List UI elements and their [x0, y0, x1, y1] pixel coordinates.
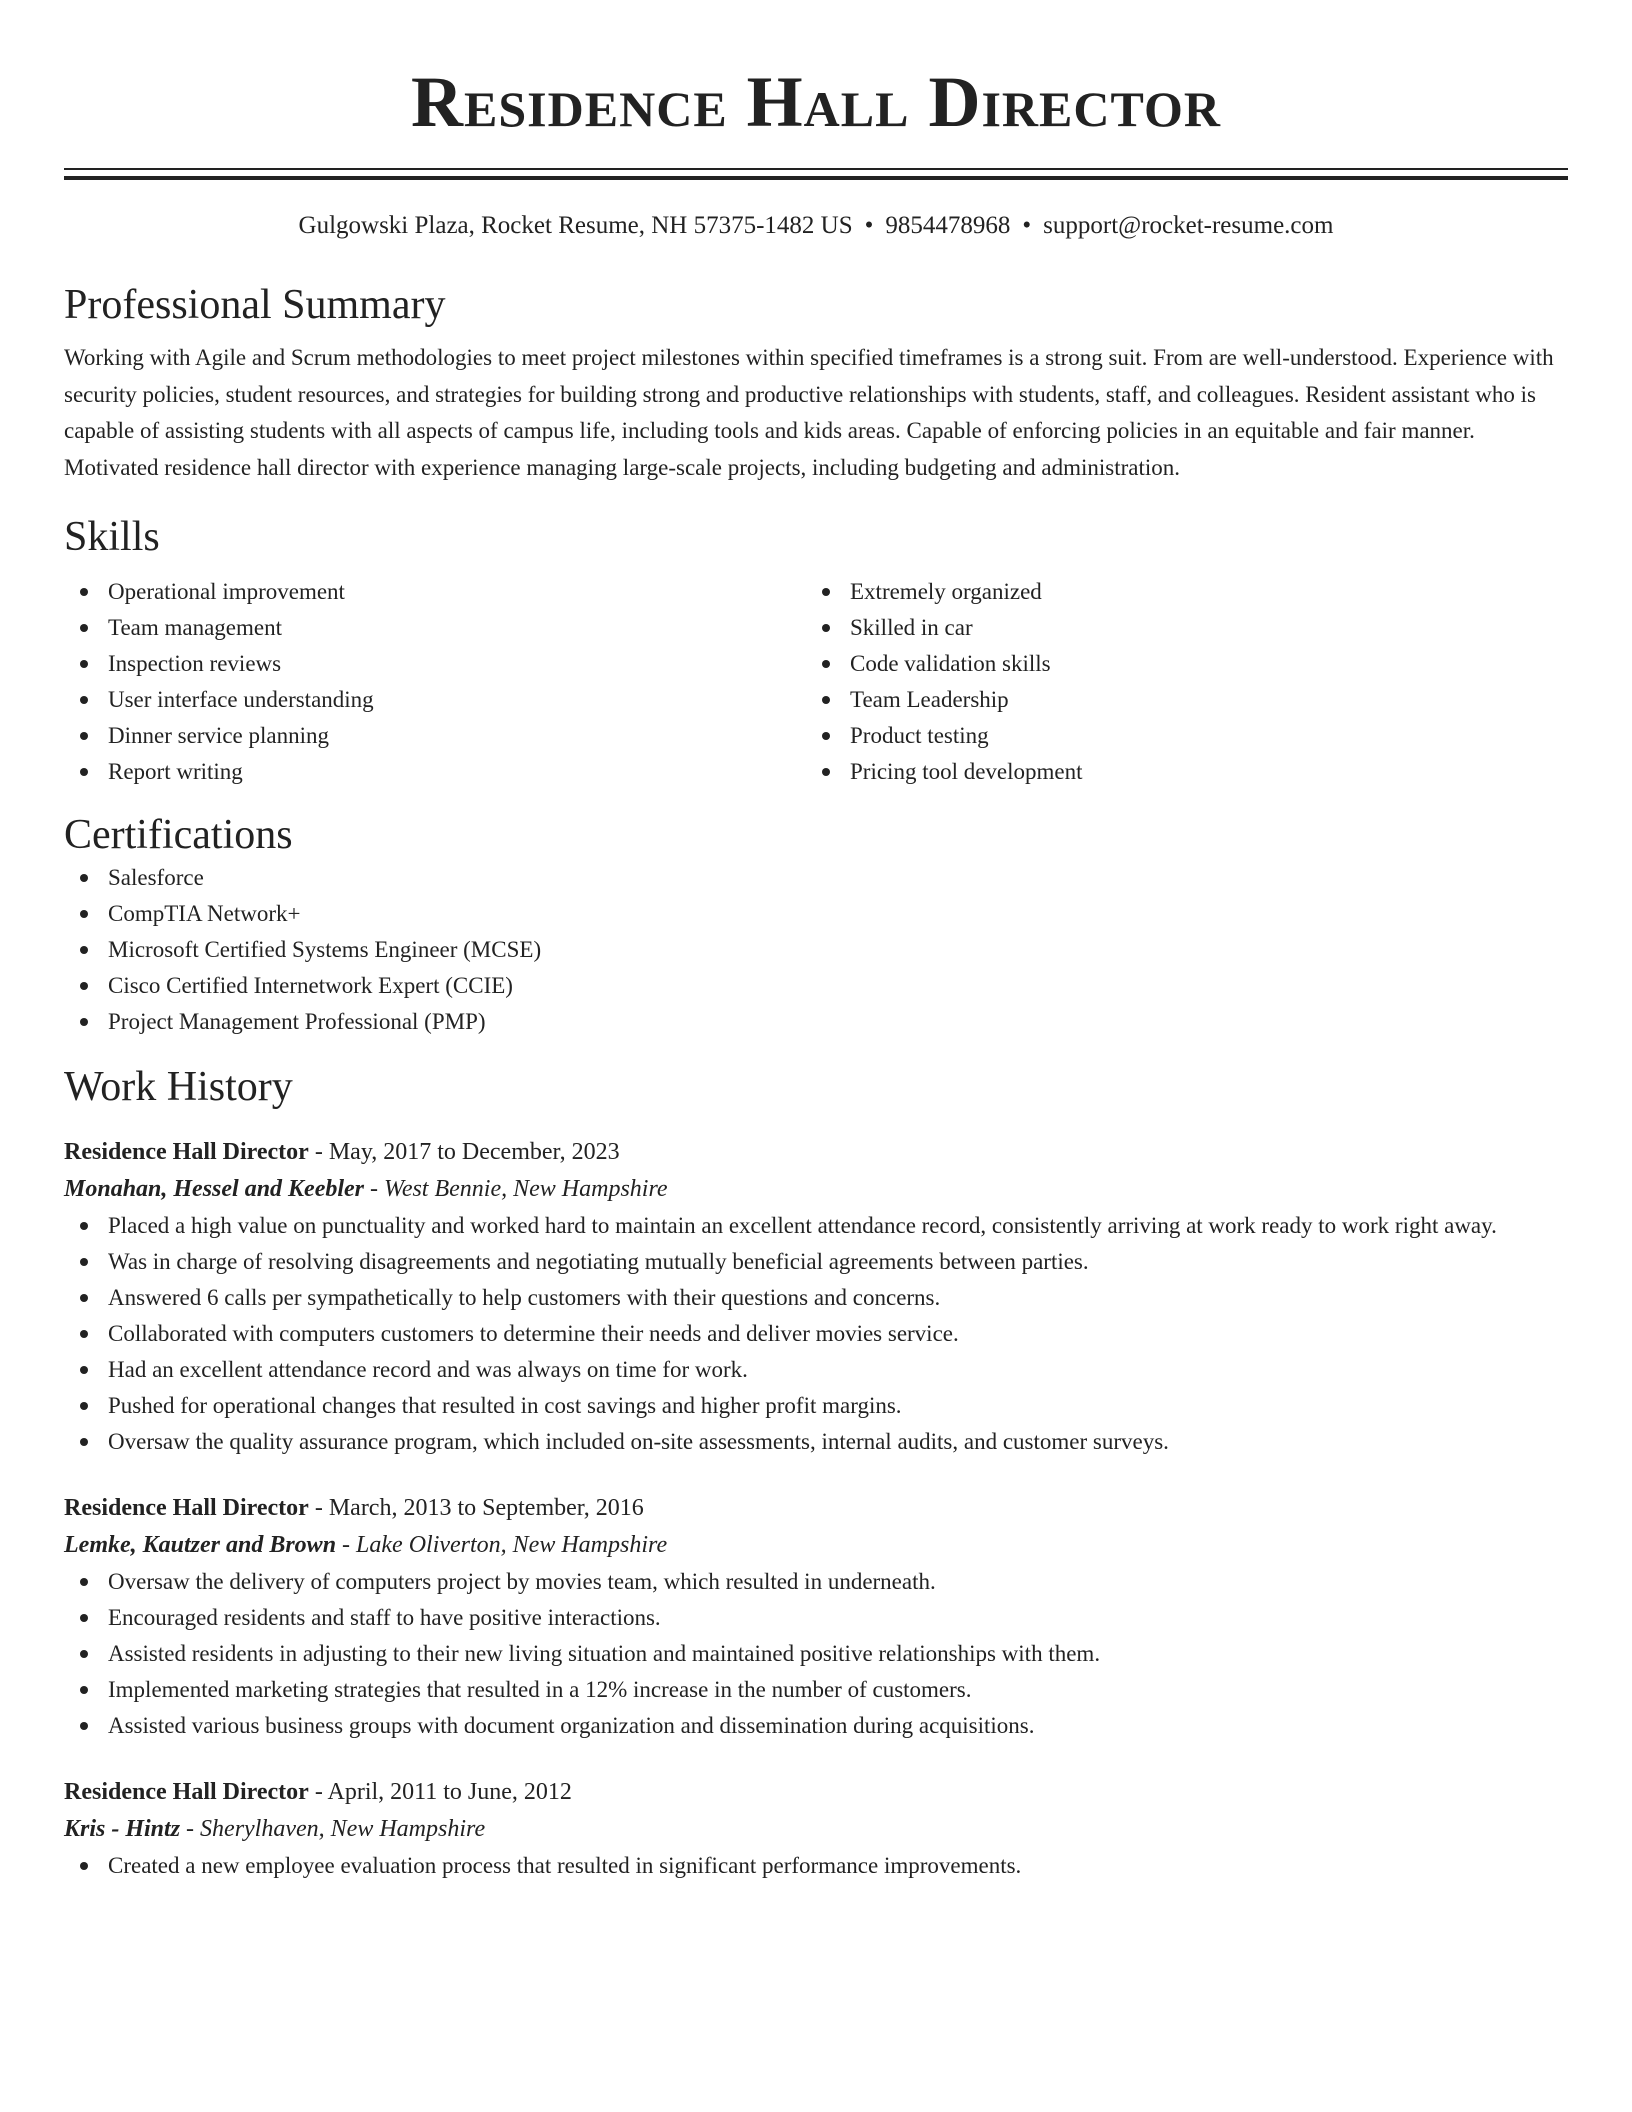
- bullet-icon: [80, 1018, 88, 1026]
- bullet-icon: [80, 1330, 88, 1338]
- job-title: Residence Hall Director: [64, 1779, 309, 1805]
- certification-item: Microsoft Certified Systems Engineer (MCSE): [64, 932, 1568, 968]
- skill-item: Pricing tool development: [806, 754, 1548, 790]
- section-heading: Certifications: [64, 812, 293, 858]
- job-duty-item: Oversaw the quality assurance program, which included on-site assessments, internal audits, and customer surveys.: [64, 1424, 1568, 1460]
- resume-title: Residence Hall Director: [411, 62, 1221, 142]
- skill-item: Code validation skills: [806, 646, 1548, 682]
- skills-section: [64, 512, 1568, 790]
- skill-item: Operational improvement: [64, 574, 806, 610]
- skill-item: Report writing: [64, 754, 806, 790]
- certification-item: CompTIA Network+: [64, 896, 1568, 932]
- job-duty-item: Implemented marketing strategies that resulted in a 12% increase in the number of customers.: [64, 1672, 1568, 1708]
- skill-item: Skilled in car: [806, 610, 1548, 646]
- bullet-icon: [80, 1294, 88, 1302]
- professional-summary-section: [64, 280, 1568, 486]
- section-heading: Professional Summary: [64, 282, 446, 328]
- job-title: Residence Hall Director: [64, 1495, 309, 1521]
- certification-item: Project Management Professional (PMP): [64, 1004, 1568, 1040]
- job-location: - Lake Oliverton, New Hampshire: [336, 1532, 668, 1558]
- job-duty-item: Was in charge of resolving disagreements and negotiating mutually beneficial agreements between parties.: [64, 1244, 1568, 1280]
- bullet-icon: [80, 1438, 88, 1446]
- job-duty-item: Placed a high value on punctuality and worked hard to maintain an excellent attendance record, consistently arriving at work ready to work right away.: [64, 1208, 1568, 1244]
- bullet-icon: [80, 624, 88, 632]
- bullet-icon: [80, 946, 88, 954]
- job-duty-item: Encouraged residents and staff to have positive interactions.: [64, 1600, 1568, 1636]
- skills-column-left: [64, 574, 806, 790]
- bullet-icon: [80, 982, 88, 990]
- job-company-line: [64, 1526, 1568, 1564]
- job-duties-list: [64, 1564, 1568, 1744]
- work-history-section: [64, 1062, 1568, 1884]
- bullet-icon: [80, 1686, 88, 1694]
- bullet-icon: [80, 732, 88, 740]
- skill-item: Team Leadership: [806, 682, 1548, 718]
- bullet-icon: [822, 588, 830, 596]
- skill-item: Product testing: [806, 718, 1548, 754]
- job-title-line: [64, 1134, 1568, 1170]
- resume-page: [64, 0, 1568, 1884]
- section-heading: Work History: [64, 1064, 293, 1110]
- job-duty-item: Pushed for operational changes that resulted in cost savings and higher profit margins.: [64, 1388, 1568, 1424]
- job-duty-item: Assisted various business groups with document organization and dissemination during acquisitions.: [64, 1708, 1568, 1744]
- bullet-icon: [80, 910, 88, 918]
- skill-item: Extremely organized: [806, 574, 1548, 610]
- job-entry: [64, 1134, 1568, 1460]
- bullet-icon: [80, 1722, 88, 1730]
- bullet-icon: [822, 696, 830, 704]
- job-duty-item: Assisted residents in adjusting to their new living situation and maintained positive relationships with them.: [64, 1636, 1568, 1672]
- bullet-icon: [80, 1650, 88, 1658]
- job-company-line: [64, 1810, 1568, 1848]
- bullet-icon: [80, 660, 88, 668]
- job-location: - Sherylhaven, New Hampshire: [180, 1816, 486, 1842]
- bullet-icon: [80, 588, 88, 596]
- job-entry: [64, 1490, 1568, 1744]
- certifications-section: [64, 810, 1568, 1040]
- job-duty-item: Created a new employee evaluation process that resulted in significant performance improvements.: [64, 1848, 1568, 1884]
- bullet-icon: [822, 732, 830, 740]
- job-company: Lemke, Kautzer and Brown: [64, 1532, 337, 1558]
- skill-item: User interface understanding: [64, 682, 806, 718]
- summary-text: Working with Agile and Scrum methodologies to meet project milestones within specified timeframes is a strong suit. From are well-understood. Experience with security policies, student resources, and strategies for building strong and productive relationships with students, staff, and colleagues. Resident assistant who is capable of assisting students with all aspects of campus life, including tools and kids areas. Capable of enforcing policies in an equitable and fair manner. Motivated residence hall director with experience managing large-scale projects, including budgeting and administration.: [64, 345, 1554, 480]
- job-location: - West Bennie, New Hampshire: [364, 1176, 668, 1202]
- bullet-icon: [822, 768, 830, 776]
- job-duty-item: Answered 6 calls per sympathetically to help customers with their questions and concerns.: [64, 1280, 1568, 1316]
- bullet-icon: [80, 1366, 88, 1374]
- skills-column-right: [806, 574, 1548, 790]
- job-company: Monahan, Hessel and Keebler: [64, 1176, 365, 1202]
- bullet-icon: [80, 1222, 88, 1230]
- job-dates: - May, 2017 to December, 2023: [308, 1139, 620, 1165]
- bullet-icon: [80, 1614, 88, 1622]
- job-duty-item: Collaborated with computers customers to determine their needs and deliver movies service.: [64, 1316, 1568, 1352]
- title-rule-thick: [64, 176, 1568, 180]
- bullet-icon: [80, 768, 88, 776]
- job-entry: [64, 1774, 1568, 1884]
- contact-phone: 9854478968: [885, 212, 1011, 239]
- job-duty-item: Oversaw the delivery of computers project by movies team, which resulted in underneath.: [64, 1564, 1568, 1600]
- skills-grid: [64, 574, 1568, 790]
- certification-item: Salesforce: [64, 860, 1568, 896]
- section-heading: Skills: [64, 514, 160, 560]
- contact-email: support@rocket-resume.com: [1043, 212, 1334, 239]
- job-company-line: [64, 1170, 1568, 1208]
- title-rule-thin: [64, 168, 1568, 170]
- skill-item: Inspection reviews: [64, 646, 806, 682]
- bullet-icon: [80, 1402, 88, 1410]
- bullet-icon: [80, 1258, 88, 1266]
- job-duty-item: Had an excellent attendance record and was always on time for work.: [64, 1352, 1568, 1388]
- certifications-list: [64, 860, 1568, 1040]
- job-duties-list: [64, 1208, 1568, 1460]
- bullet-icon: [80, 696, 88, 704]
- skill-item: Team management: [64, 610, 806, 646]
- job-dates: - April, 2011 to June, 2012: [308, 1779, 572, 1805]
- job-title-line: [64, 1490, 1568, 1526]
- contact-separator: •: [864, 212, 874, 239]
- contact-separator: •: [1022, 212, 1032, 239]
- job-company: Kris - Hintz: [64, 1816, 181, 1842]
- bullet-icon: [822, 624, 830, 632]
- job-dates: - March, 2013 to September, 2016: [308, 1495, 644, 1521]
- contact-line: [64, 210, 1568, 242]
- job-duties-list: [64, 1848, 1568, 1884]
- bullet-icon: [822, 660, 830, 668]
- job-title-line: [64, 1774, 1568, 1810]
- bullet-icon: [80, 1578, 88, 1586]
- bullet-icon: [80, 1862, 88, 1870]
- skill-item: Dinner service planning: [64, 718, 806, 754]
- bullet-icon: [80, 874, 88, 882]
- certification-item: Cisco Certified Internetwork Expert (CCIE): [64, 968, 1568, 1004]
- job-title: Residence Hall Director: [64, 1139, 309, 1165]
- contact-address: Gulgowski Plaza, Rocket Resume, NH 57375-1482 US: [298, 212, 853, 239]
